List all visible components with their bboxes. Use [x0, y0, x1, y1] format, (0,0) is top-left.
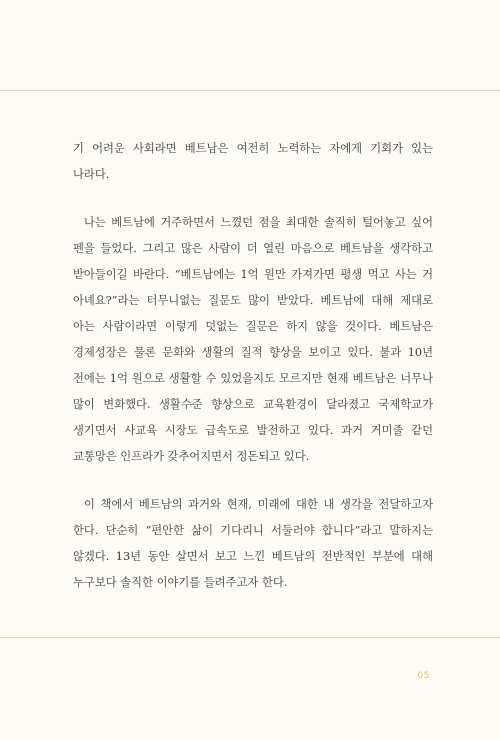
bottom-divider: [0, 637, 500, 638]
page-number: 05: [417, 671, 430, 681]
paragraph: 나는 베트남에 거주하면서 느꼈던 점을 최대한 솔직히 털어놓고 싶어 펜을 들었다. 그리고 많은 사람이 더 열린 마음으로 베트남을 생각하고 받아들이길 바란다. “베트남에는 1억 원만 가져가면 평생 먹고 사는 거 아녜요?”라는 터무니없는 질문도 많이 받았다. 베트남에 대해 제대로 아는 사람이라면 이렇게 덧없는 질문은 하지 않을 것이다. 베트남은 경제성장은 물론 문화와 생활의 질적 향상을 보이고 있다. 불과 10년 전에는 1억 원으로 생활할 수 있었을지도 모르지만 현재 베트남은 너무나 많이 변화했다. 생활수준 향상으로 교육환경이 달라졌고 국제학교가 생기면서 사교육 시장도 급속도로 발전하고 있다. 과거 거미줄 같던 교통망은 인프라가 갖추어지면서 정돈되고 있다.: [73, 216, 433, 463]
body-text: [73, 136, 433, 596]
paragraph: 이 책에서 베트남의 과거와 현재, 미래에 대한 내 생각을 전달하고자 한다. 단순히 “편안한 삶이 기다리니 서둘러야 합니다”라고 말하지는 않겠다. 13년 동안 살면서 보고 느낀 베트남의 전반적인 부분에 대해 누구보다 솔직한 이야기를 들려주고자 한다.: [73, 498, 433, 589]
top-divider: [0, 90, 500, 91]
paragraph-continued: 기 어려운 사회라면 베트남은 여전히 노력하는 자에게 기회가 있는 나라다.: [73, 142, 433, 181]
